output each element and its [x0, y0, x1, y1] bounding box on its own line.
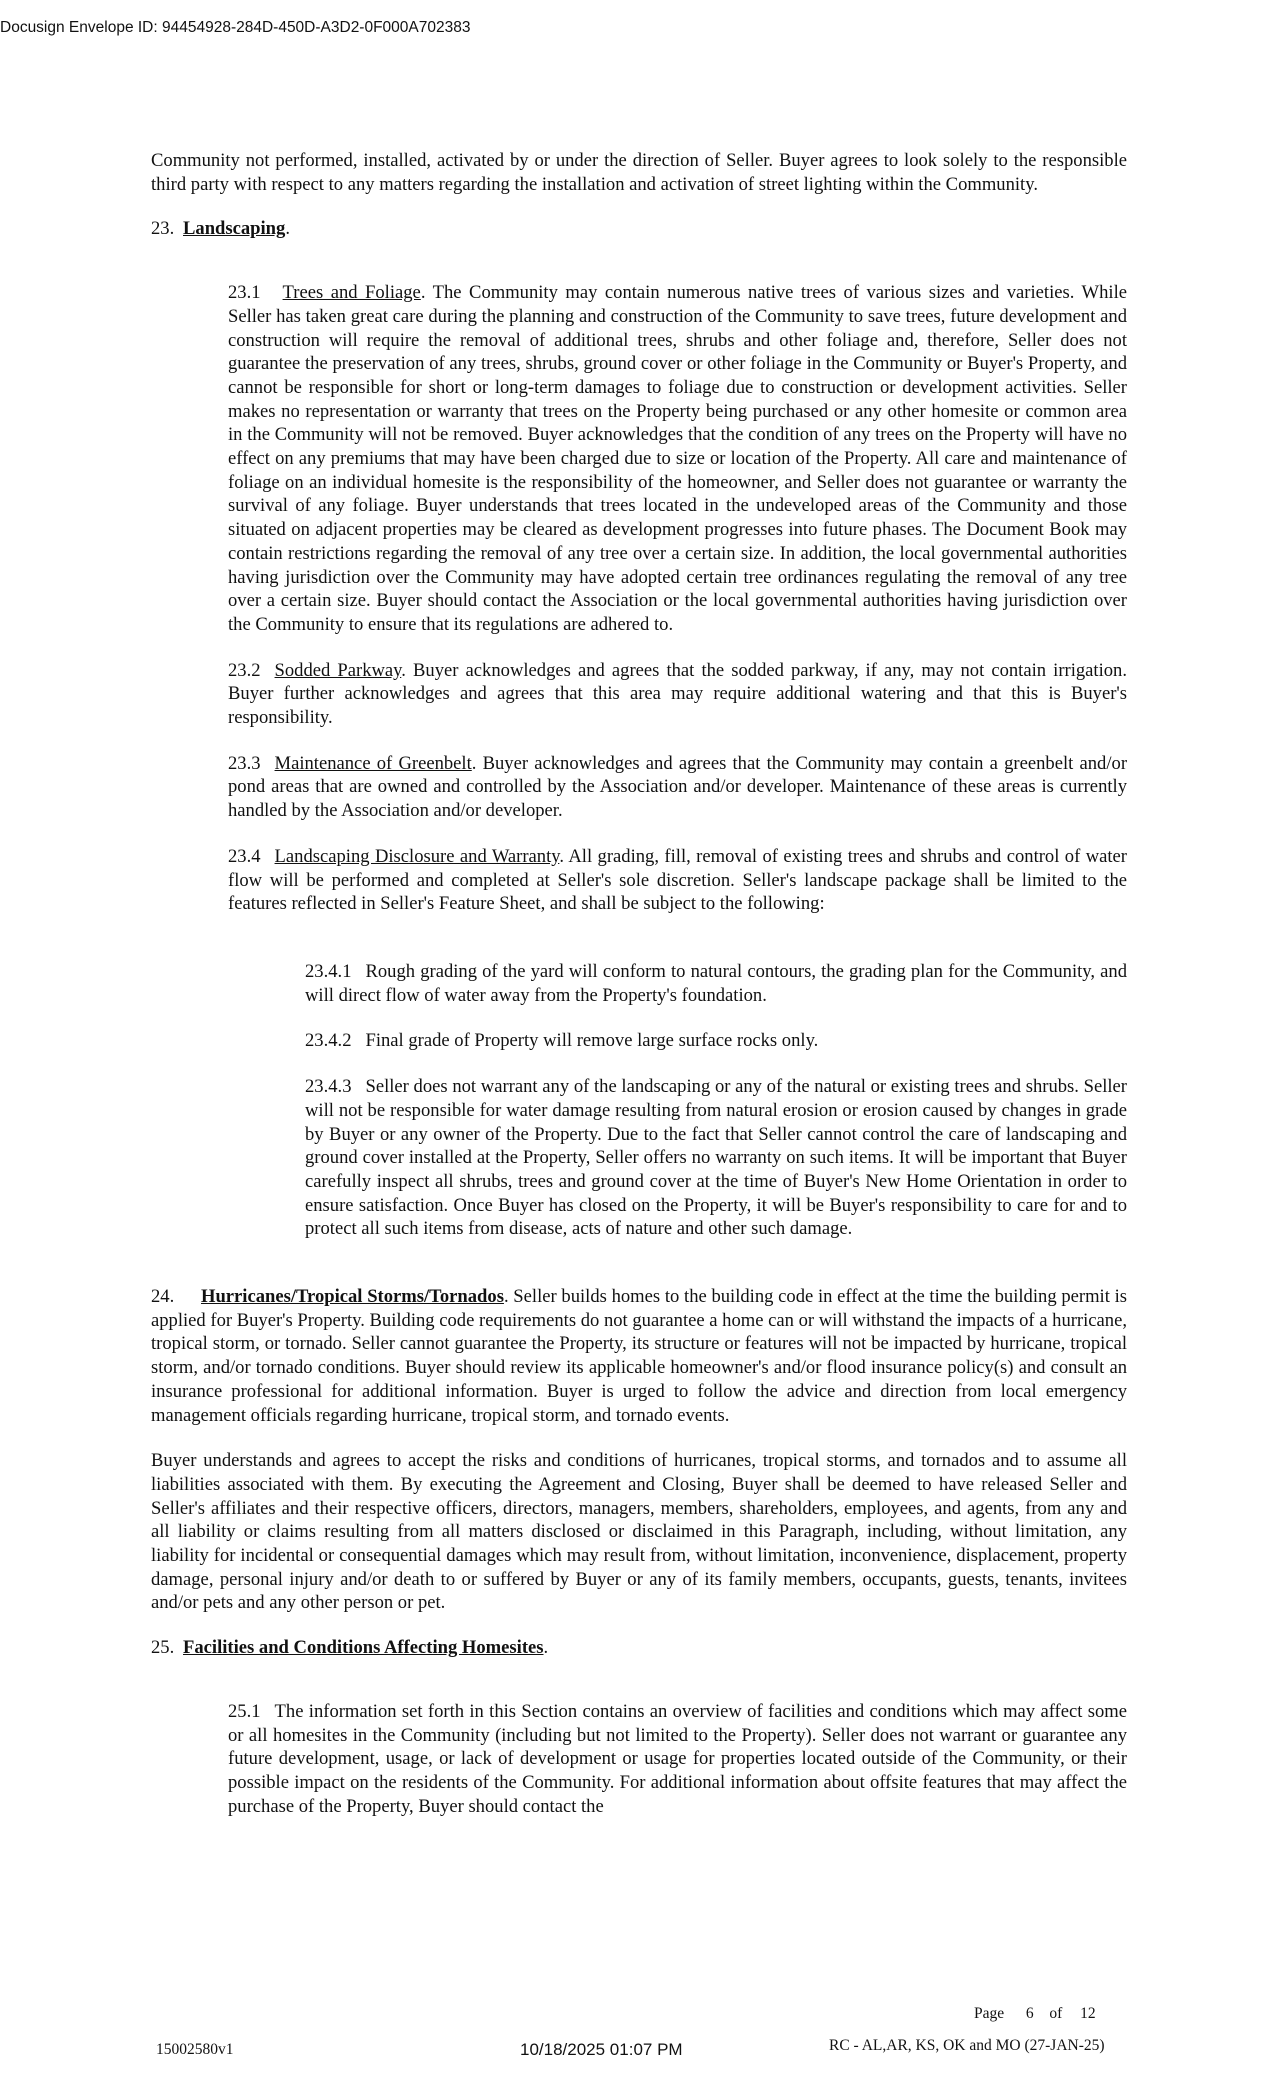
subsection-title: Trees and Foliage	[282, 282, 421, 304]
item-text: Rough grading of the yard will conform to natural contours, the grading plan for the Community, and will direct flow of water away from the Property's foundation.	[305, 960, 1127, 1006]
page-of: of	[1049, 2005, 1063, 2022]
item-number: 23.4.1	[305, 960, 352, 982]
document-id: 15002580v1	[156, 2041, 234, 2058]
intro-paragraph: Community not performed, installed, activated by or under the direction of Seller. Buyer agrees to look solely to the responsible third party with respect to any matters regarding the installation and activation of street lighting within the Community.	[151, 150, 1127, 195]
subsection-number: 23.2	[228, 659, 261, 681]
subsection-23-4	[228, 845, 1127, 916]
subsection-title: Maintenance of Greenbelt	[274, 752, 472, 774]
section-24-paragraph	[151, 1285, 1127, 1427]
item-text: Final grade of Property will remove large surface rocks only.	[365, 1030, 819, 1052]
subsection-23-1	[228, 281, 1127, 637]
subsection-text: . All grading, fill, removal of existing trees and shrubs and control of water flow will be performed and completed at Seller's sole discretion. Seller's landscape package shall be limited to the features reflected in Seller's Feature Sheet, and shall be subject to the following:	[228, 845, 1127, 915]
section-number: 24.	[151, 1286, 175, 1308]
subsection-text: The information set forth in this Section contains an overview of facilities and conditions which may affect some or all homesites in the Community (including but not limited to the Property). Seller does not warrant or guarantee any future development, usage, or lack of development or usage for properties located outside of the Community, or their possible impact on the residents of the Community. For additional information about offsite features that may affect the purchase of the Property, Buyer should contact the	[228, 1700, 1127, 1817]
docusign-envelope-id: Docusign Envelope ID: 94454928-284D-450D-A3D2-0F000A702383	[0, 19, 471, 36]
subsection-25-1	[228, 1700, 1127, 1819]
subsection-number: 25.1	[228, 1700, 261, 1722]
page-number	[974, 2005, 1096, 2023]
subsection-title: Landscaping Disclosure and Warranty	[274, 845, 560, 867]
form-code: RC - AL,AR, KS, OK and MO (27-JAN-25)	[829, 2037, 1105, 2054]
subsection-text: . Buyer acknowledges and agrees that the Community may contain a greenbelt and/or pond areas that are owned and controlled by the Association and/or developer. Maintenance of these areas is currently handled by the Association and/or developer.	[228, 752, 1128, 822]
section-number: 25.	[151, 1637, 175, 1659]
item-text: Seller does not warrant any of the landscaping or any of the natural or existing trees and shrubs. Seller will not be responsible for water damage resulting from natural erosion or erosion caused by changes in grade by Buyer or any owner of the Property. Due to the fact that Seller cannot control the care of landscaping and ground cover installed at the Property, Seller offers no warranty on such items. It will be important that Buyer carefully inspect all shrubs, trees and ground cover at the time of Buyer's New Home Orientation in order to ensure satisfaction. Once Buyer has closed on the Property, it will be Buyer's responsibility to care for and to protect all such items from disease, acts of nature and other such damage.	[305, 1076, 1127, 1240]
subsection-number: 23.4	[228, 845, 261, 867]
subsection-number: 23.1	[228, 282, 261, 304]
section-24-paragraph-2: Buyer understands and agrees to accept the risks and conditions of hurricanes, tropical storms, and tornados and to assume all liabilities associated with them. By executing the Agreement and Closing, Buyer shall be deemed to have released Seller and Seller's affiliates and their respective officers, directors, managers, members, shareholders, employees, and agents, from any and all liability or claims resulting from all matters disclosed or disclaimed in this Paragraph, including, without limitation, any liability for incidental or consequential damages which may result from, without limitation, inconvenience, displacement, property damage, personal injury and/or death to or suffered by Buyer or any of its family members, occupants, guests, tenants, invitees and/or pets and any other person or pet.	[151, 1450, 1127, 1614]
subsection-23-3	[228, 752, 1127, 823]
item-number: 23.4.3	[305, 1076, 352, 1098]
page-current: 6	[1025, 2005, 1034, 2022]
section-25-heading: 25. Facilities and Conditions Affecting Homesites.	[151, 1637, 549, 1659]
item-23-4-1	[305, 960, 1127, 1007]
subsection-23-2	[228, 659, 1127, 730]
subsection-number: 23.3	[228, 752, 261, 774]
page-total: 12	[1080, 2005, 1096, 2022]
page-label: Page	[974, 2005, 1005, 2022]
section-23-heading: 23. Landscaping.	[151, 218, 290, 240]
item-23-4-2	[305, 1029, 1127, 1053]
section-text: . Seller builds homes to the building code in effect at the time the building permit is applied for Buyer's Property. Building code requirements do not guarantee a home can or will withstand the impacts of a hurricane, tropical storm, or tornado. Seller cannot guarantee the Property, its structure or features will not be impacted by hurricane, tropical storm, and/or tornado conditions. Buyer should review its applicable homeowner's and/or flood insurance policy(s) and consult an insurance professional for additional information. Buyer is urged to follow the advice and direction from local emergency management officials regarding hurricane, tropical storm, and tornado events.	[151, 1286, 1127, 1426]
document-body	[151, 149, 1127, 1818]
subsection-text: . The Community may contain numerous native trees of various sizes and varieties. While Seller has taken great care during the planning and construction of the Community to save trees, future development and construction will require the removal of additional trees, shrubs and other foliage and, therefore, Seller does not guarantee the preservation of any trees, shrubs, ground cover or other foliage in the Community or Buyer's Property, and cannot be responsible for short or long-term damages to foliage due to construction or development activities. Seller makes no representation or warranty that trees on the Property being purchased or any other homesite or common area in the Community will not be removed. Buyer acknowledges that the condition of any trees on the Property will have no effect on any premiums that may have been charged due to size or location of the Property. All care and maintenance of foliage on an individual homesite is the responsibility of the homeowner, and Seller does not guarantee or warranty the survival of any foliage. Buyer understands that trees located in the undeveloped areas of the Community and those situated on adjacent properties may be cleared as development progresses into future phases. The Document Book may contain restrictions regarding the removal of any tree over a certain size. In addition, the local governmental authorities having jurisdiction over the Community may have adopted certain tree ordinances regulating the removal of any tree over a certain size. Buyer should contact the Association or the local governmental authorities having jurisdiction over the Community to ensure that its regulations are adhered to.	[228, 282, 1127, 635]
section-title: Hurricanes/Tropical Storms/Tornados	[201, 1286, 504, 1308]
section-number: 23.	[151, 218, 175, 240]
timestamp: 10/18/2025 01:07 PM	[520, 2040, 683, 2059]
subsection-title: Sodded Parkway	[274, 659, 402, 681]
subsection-text: . Buyer acknowledges and agrees that the sodded parkway, if any, may not contain irrigation. Buyer further acknowledges and agrees that this area may require additional watering and that this is Buyer's responsibility.	[228, 659, 1127, 729]
section-title: Landscaping	[183, 218, 286, 240]
section-title: Facilities and Conditions Affecting Homesites	[183, 1637, 544, 1659]
item-23-4-3	[305, 1075, 1127, 1241]
item-number: 23.4.2	[305, 1030, 352, 1052]
